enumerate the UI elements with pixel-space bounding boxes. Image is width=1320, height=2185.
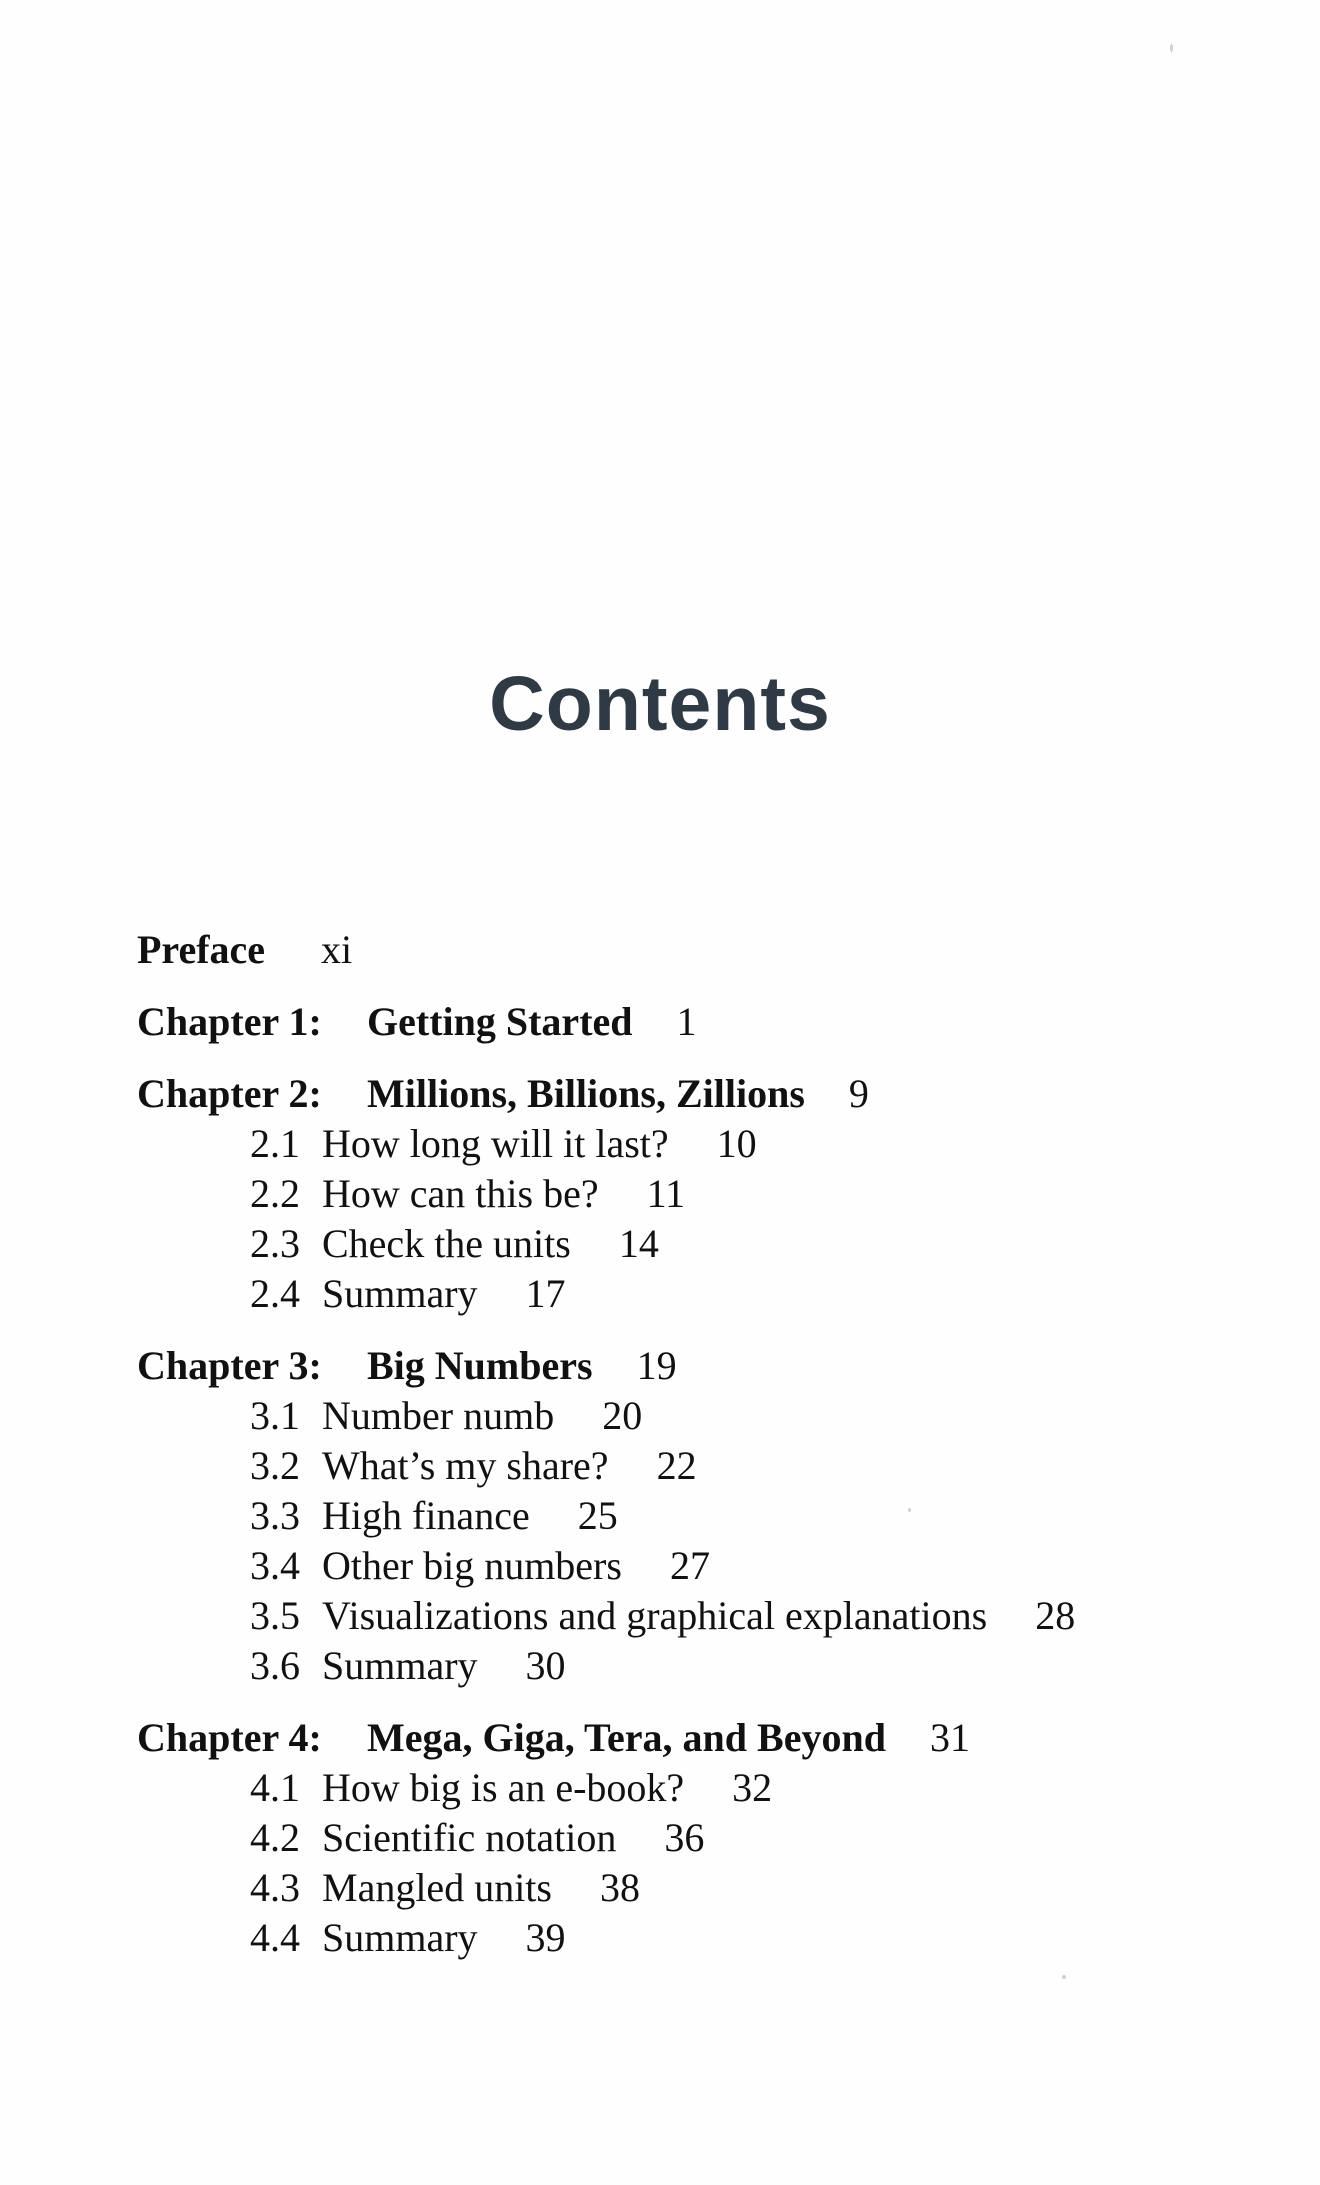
section-title: Number numb (322, 1393, 555, 1438)
section-title: Summary (322, 1643, 478, 1688)
section-title: High finance (322, 1493, 530, 1538)
section-page: 27 (669, 1543, 710, 1588)
page-title: Contents (489, 661, 831, 747)
section-title: Summary (322, 1271, 478, 1316)
toc-section-2-1[interactable] (137, 1119, 1237, 1169)
section-number: 3.6 (250, 1643, 300, 1688)
section-title: Summary (322, 1915, 478, 1960)
preface-title: Preface (137, 927, 266, 972)
toc-section-4-2[interactable] (137, 1813, 1237, 1863)
section-number: 2.1 (250, 1121, 300, 1166)
section-title: Other big numbers (322, 1543, 622, 1588)
toc-section-4-4[interactable] (137, 1913, 1237, 1963)
toc-section-3-5[interactable] (137, 1591, 1237, 1641)
toc-entry-chapter-2[interactable] (137, 1069, 1237, 1119)
toc-section-4-3[interactable] (137, 1863, 1237, 1913)
section-number: 3.2 (250, 1443, 300, 1488)
toc-section-2-3[interactable] (137, 1219, 1237, 1269)
section-number: 2.4 (250, 1271, 300, 1316)
section-title: Check the units (322, 1221, 571, 1266)
section-page: 30 (525, 1643, 566, 1688)
section-page: 32 (732, 1765, 773, 1810)
chapter-label: Chapter 4: (137, 1715, 322, 1760)
chapter-title: Big Numbers (367, 1343, 593, 1388)
section-number: 4.3 (250, 1865, 300, 1910)
section-number: 3.5 (250, 1593, 300, 1638)
section-page: 20 (602, 1393, 643, 1438)
chapter-page: 31 (929, 1715, 970, 1760)
section-title: Visualizations and graphical explanations (322, 1593, 988, 1638)
section-page: 28 (1035, 1593, 1076, 1638)
section-page: 22 (656, 1443, 697, 1488)
section-number: 3.3 (250, 1493, 300, 1538)
section-title: Mangled units (322, 1865, 552, 1910)
section-number: 2.2 (250, 1171, 300, 1216)
section-number: 4.2 (250, 1815, 300, 1860)
toc-section-2-2[interactable] (137, 1169, 1237, 1219)
section-page: 36 (664, 1815, 705, 1860)
toc-section-3-3[interactable] (137, 1491, 1237, 1541)
section-page: 11 (646, 1171, 686, 1216)
section-number: 4.4 (250, 1915, 300, 1960)
toc-section-3-1[interactable] (137, 1391, 1237, 1441)
section-title: Scientific notation (322, 1815, 617, 1860)
toc-section-3-6[interactable] (137, 1641, 1237, 1691)
toc-entry-chapter-1[interactable] (137, 997, 1237, 1047)
section-number: 4.1 (250, 1765, 300, 1810)
section-title: How can this be? (322, 1171, 599, 1216)
section-page: 39 (525, 1915, 566, 1960)
toc-section-4-1[interactable] (137, 1763, 1237, 1813)
toc-entry-chapter-3[interactable] (137, 1341, 1237, 1391)
section-number: 3.1 (250, 1393, 300, 1438)
section-page: 14 (618, 1221, 659, 1266)
chapter-label: Chapter 1: (137, 999, 322, 1044)
section-page: 10 (716, 1121, 757, 1166)
section-page: 17 (525, 1271, 566, 1316)
table-of-contents (137, 925, 1237, 1963)
chapter-label: Chapter 3: (137, 1343, 322, 1388)
section-number: 2.3 (250, 1221, 300, 1266)
chapter-page: 19 (636, 1343, 677, 1388)
preface-page: xi (321, 927, 353, 972)
chapter-title: Millions, Billions, Zillions (367, 1071, 805, 1116)
chapter-page: 1 (676, 999, 697, 1044)
chapter-page: 9 (848, 1071, 869, 1116)
toc-entry-preface[interactable] (137, 925, 1237, 975)
toc-section-2-4[interactable] (137, 1269, 1237, 1319)
section-title: How big is an e-book? (322, 1765, 685, 1810)
toc-section-3-2[interactable] (137, 1441, 1237, 1491)
chapter-label: Chapter 2: (137, 1071, 322, 1116)
chapter-title: Mega, Giga, Tera, and Beyond (367, 1715, 886, 1760)
section-page: 25 (577, 1493, 618, 1538)
section-number: 3.4 (250, 1543, 300, 1588)
section-title: What’s my share? (322, 1443, 609, 1488)
chapter-title: Getting Started (367, 999, 633, 1044)
scan-speck (1062, 1975, 1066, 1979)
section-title: How long will it last? (322, 1121, 669, 1166)
toc-section-3-4[interactable] (137, 1541, 1237, 1591)
section-page: 38 (599, 1865, 640, 1910)
toc-entry-chapter-4[interactable] (137, 1713, 1237, 1763)
scan-speck (1170, 44, 1173, 52)
